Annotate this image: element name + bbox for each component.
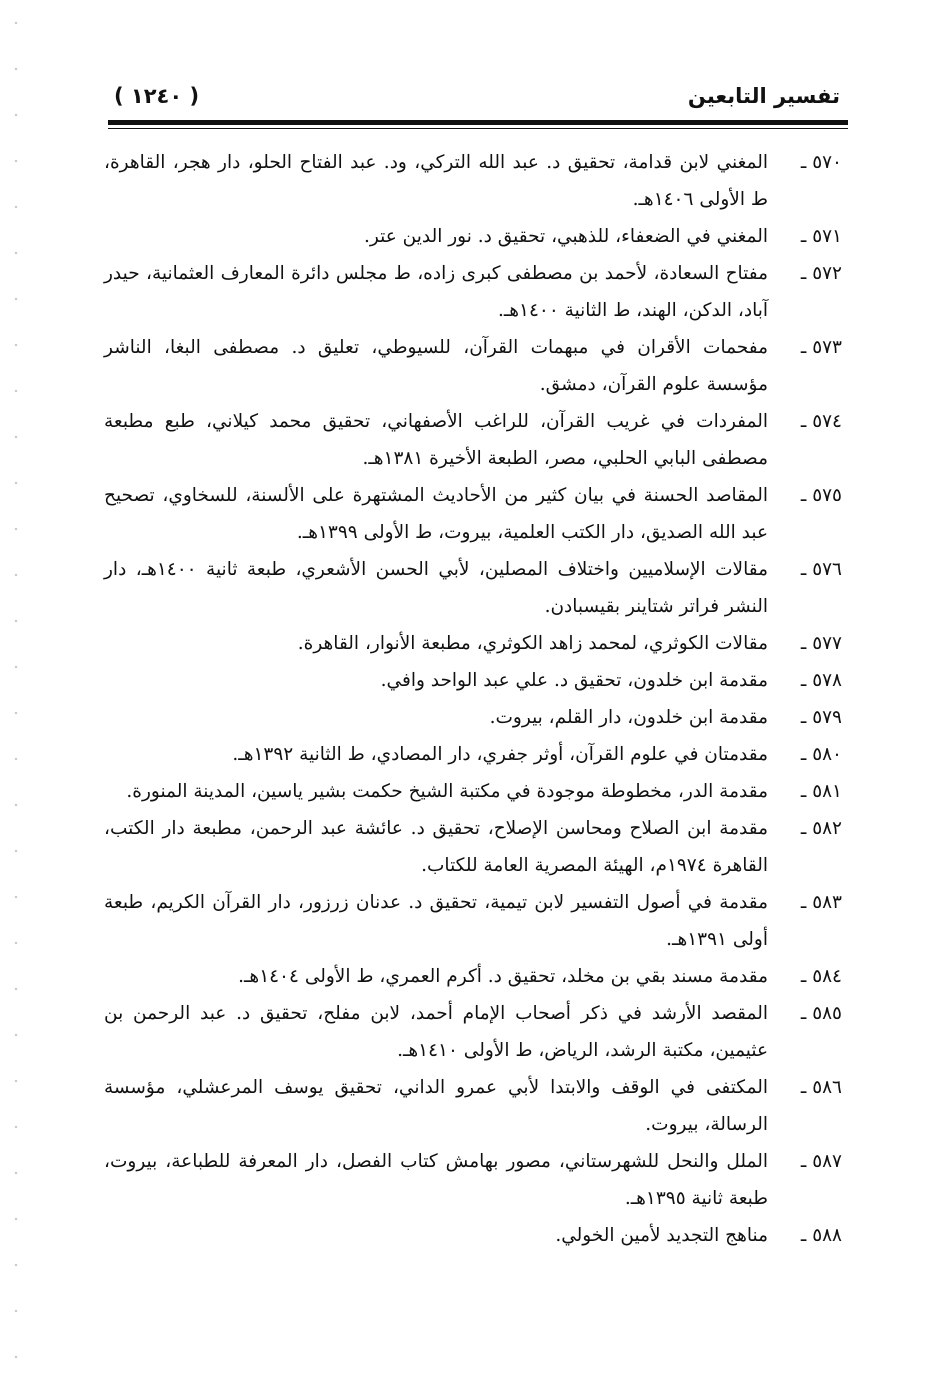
entry-number: ٥٧٥ ـ: [800, 485, 842, 506]
entry-text: المكتفى في الوقف والابتدا لأبي عمرو الداني، تحقيق يوسف المرعشلي، مؤسسة الرسالة، بيروت.: [104, 1077, 768, 1135]
entry-number: ٥٧٣ ـ: [800, 337, 842, 358]
entry-text: مقدمتان في علوم القرآن، أوثر جفري، دار المصادي، ط الثانية ١٣٩٢هـ.: [232, 744, 768, 765]
bibliography-entry: [104, 403, 842, 477]
bibliography-entry: [104, 218, 842, 255]
entry-text: مقدمة ابن الصلاح ومحاسن الإصلاح، تحقيق د. عائشة عبد الرحمن، مطبعة دار الكتب، القاهرة ١٩٧٤م، الهيئة المصرية العامة للكتاب.: [104, 818, 768, 876]
header-rule-thin: [108, 128, 848, 129]
bibliography-entry: [104, 329, 842, 403]
bibliography-entry: [104, 699, 842, 736]
page-header: [108, 78, 846, 118]
bibliography-entry: [104, 810, 842, 884]
entry-text: الملل والنحل للشهرستاني، مصور بهامش كتاب الفصل، دار المعرفة للطباعة، بيروت، طبعة ثانية ١٣٩٥هـ.: [104, 1151, 768, 1209]
entry-text: مفحمات الأقران في مبهمات القرآن، للسيوطي، تعليق د. مصطفى البغا، الناشر مؤسسة علوم القرآن، دمشق.: [104, 337, 768, 395]
bibliography-entry: [104, 551, 842, 625]
entry-text: مقدمة الدر، مخطوطة موجودة في مكتبة الشيخ حكمت بشير ياسين، المدينة المنورة.: [126, 781, 768, 802]
entry-number: ٥٨٧ ـ: [800, 1151, 842, 1172]
entry-number: ٥٧٢ ـ: [800, 263, 842, 284]
entry-number: ٥٨١ ـ: [800, 781, 842, 802]
bibliography-list: [104, 144, 842, 1254]
entry-number: ٥٧٤ ـ: [800, 411, 842, 432]
bibliography-entry: [104, 1069, 842, 1143]
entry-number: ٥٨٣ ـ: [800, 892, 842, 913]
entry-text: مقدمة في أصول التفسير لابن تيمية، تحقيق د. عدنان زرزور، دار القرآن الكريم، طبعة أولى ١٣٩١هـ.: [104, 892, 768, 950]
header-rule-thick: [108, 120, 848, 125]
bibliography-entry: [104, 477, 842, 551]
entry-number: ٥٧٦ ـ: [800, 559, 842, 580]
entry-number: ٥٧٠ ـ: [800, 152, 842, 173]
bibliography-entry: [104, 144, 842, 218]
bibliography-entry: [104, 995, 842, 1069]
entry-text: المقاصد الحسنة في بيان كثير من الأحاديث المشتهرة على الألسنة، للسخاوي، تصحيح عبد الله الصديق، دار الكتب العلمية، بيروت، ط الأولى ١٣٩٩هـ.: [104, 485, 768, 543]
entry-number: ٥٧٨ ـ: [800, 670, 842, 691]
entry-number: ٥٨٠ ـ: [800, 744, 842, 765]
running-title: تفسير التابعين: [687, 84, 840, 108]
entry-number: ٥٨٥ ـ: [800, 1003, 842, 1024]
entry-text: مقدمة ابن خلدون، تحقيق د. علي عبد الواحد وافي.: [380, 670, 768, 691]
entry-text: المفردات في غريب القرآن، للراغب الأصفهاني، تحقيق محمد كيلاني، طبع مطبعة مصطفى البابي الحلبي، مصر، الطبعة الأخيرة ١٣٨١هـ.: [104, 411, 768, 469]
entry-text: مقالات الإسلاميين واختلاف المصلين، لأبي الحسن الأشعري، طبعة ثانية ١٤٠٠هـ، دار النشر فراتر شتاينر بقيسبادن.: [104, 559, 768, 617]
entry-text: مقدمة ابن خلدون، دار القلم، بيروت.: [489, 707, 768, 728]
bibliography-entry: [104, 958, 842, 995]
entry-text: المغني لابن قدامة، تحقيق د. عبد الله التركي، ود. عبد الفتاح الحلو، دار هجر، القاهرة، ط الأولى ١٤٠٦هـ.: [104, 152, 768, 210]
entry-number: ٥٨٤ ـ: [800, 966, 842, 987]
entry-text: مناهج التجديد لأمين الخولي.: [555, 1225, 768, 1246]
entry-text: مقالات الكوثري، لمحمد زاهد الكوثري، مطبعة الأنوار، القاهرة.: [297, 633, 768, 654]
bibliography-entry: [104, 662, 842, 699]
entry-number: ٥٨٦ ـ: [800, 1077, 842, 1098]
entry-number: ٥٨٢ ـ: [800, 818, 842, 839]
entry-number: ٥٧٧ ـ: [800, 633, 842, 654]
page-number: ( ١٢٤٠ ): [114, 84, 200, 108]
entry-number: ٥٨٨ ـ: [800, 1225, 842, 1246]
entry-text: المغني في الضعفاء، للذهبي، تحقيق د. نور الدين عتر.: [364, 226, 768, 247]
entry-text: مقدمة مسند بقي بن مخلد، تحقيق د. أكرم العمري، ط الأولى ١٤٠٤هـ.: [238, 966, 768, 987]
bibliography-entry: [104, 884, 842, 958]
bibliography-entry: [104, 773, 842, 810]
entry-text: مفتاح السعادة، لأحمد بن مصطفى كبرى زاده، ط مجلس دائرة المعارف العثمانية، حيدر آباد، الدكن، الهند، ط الثانية ١٤٠٠هـ.: [104, 263, 768, 321]
entry-text: المقصد الأرشد في ذكر أصحاب الإمام أحمد، لابن مفلح، تحقيق د. عبد الرحمن بن عثيمين، مكتبة الرشد، الرياض، ط الأولى ١٤١٠هـ.: [104, 1003, 768, 1061]
bibliography-entry: [104, 625, 842, 662]
bibliography-entry: [104, 1217, 842, 1254]
scan-artifact: [14, 0, 18, 1375]
bibliography-entry: [104, 1143, 842, 1217]
bibliography-entry: [104, 736, 842, 773]
entry-number: ٥٧٩ ـ: [800, 707, 842, 728]
entry-number: ٥٧١ ـ: [800, 226, 842, 247]
bibliography-entry: [104, 255, 842, 329]
